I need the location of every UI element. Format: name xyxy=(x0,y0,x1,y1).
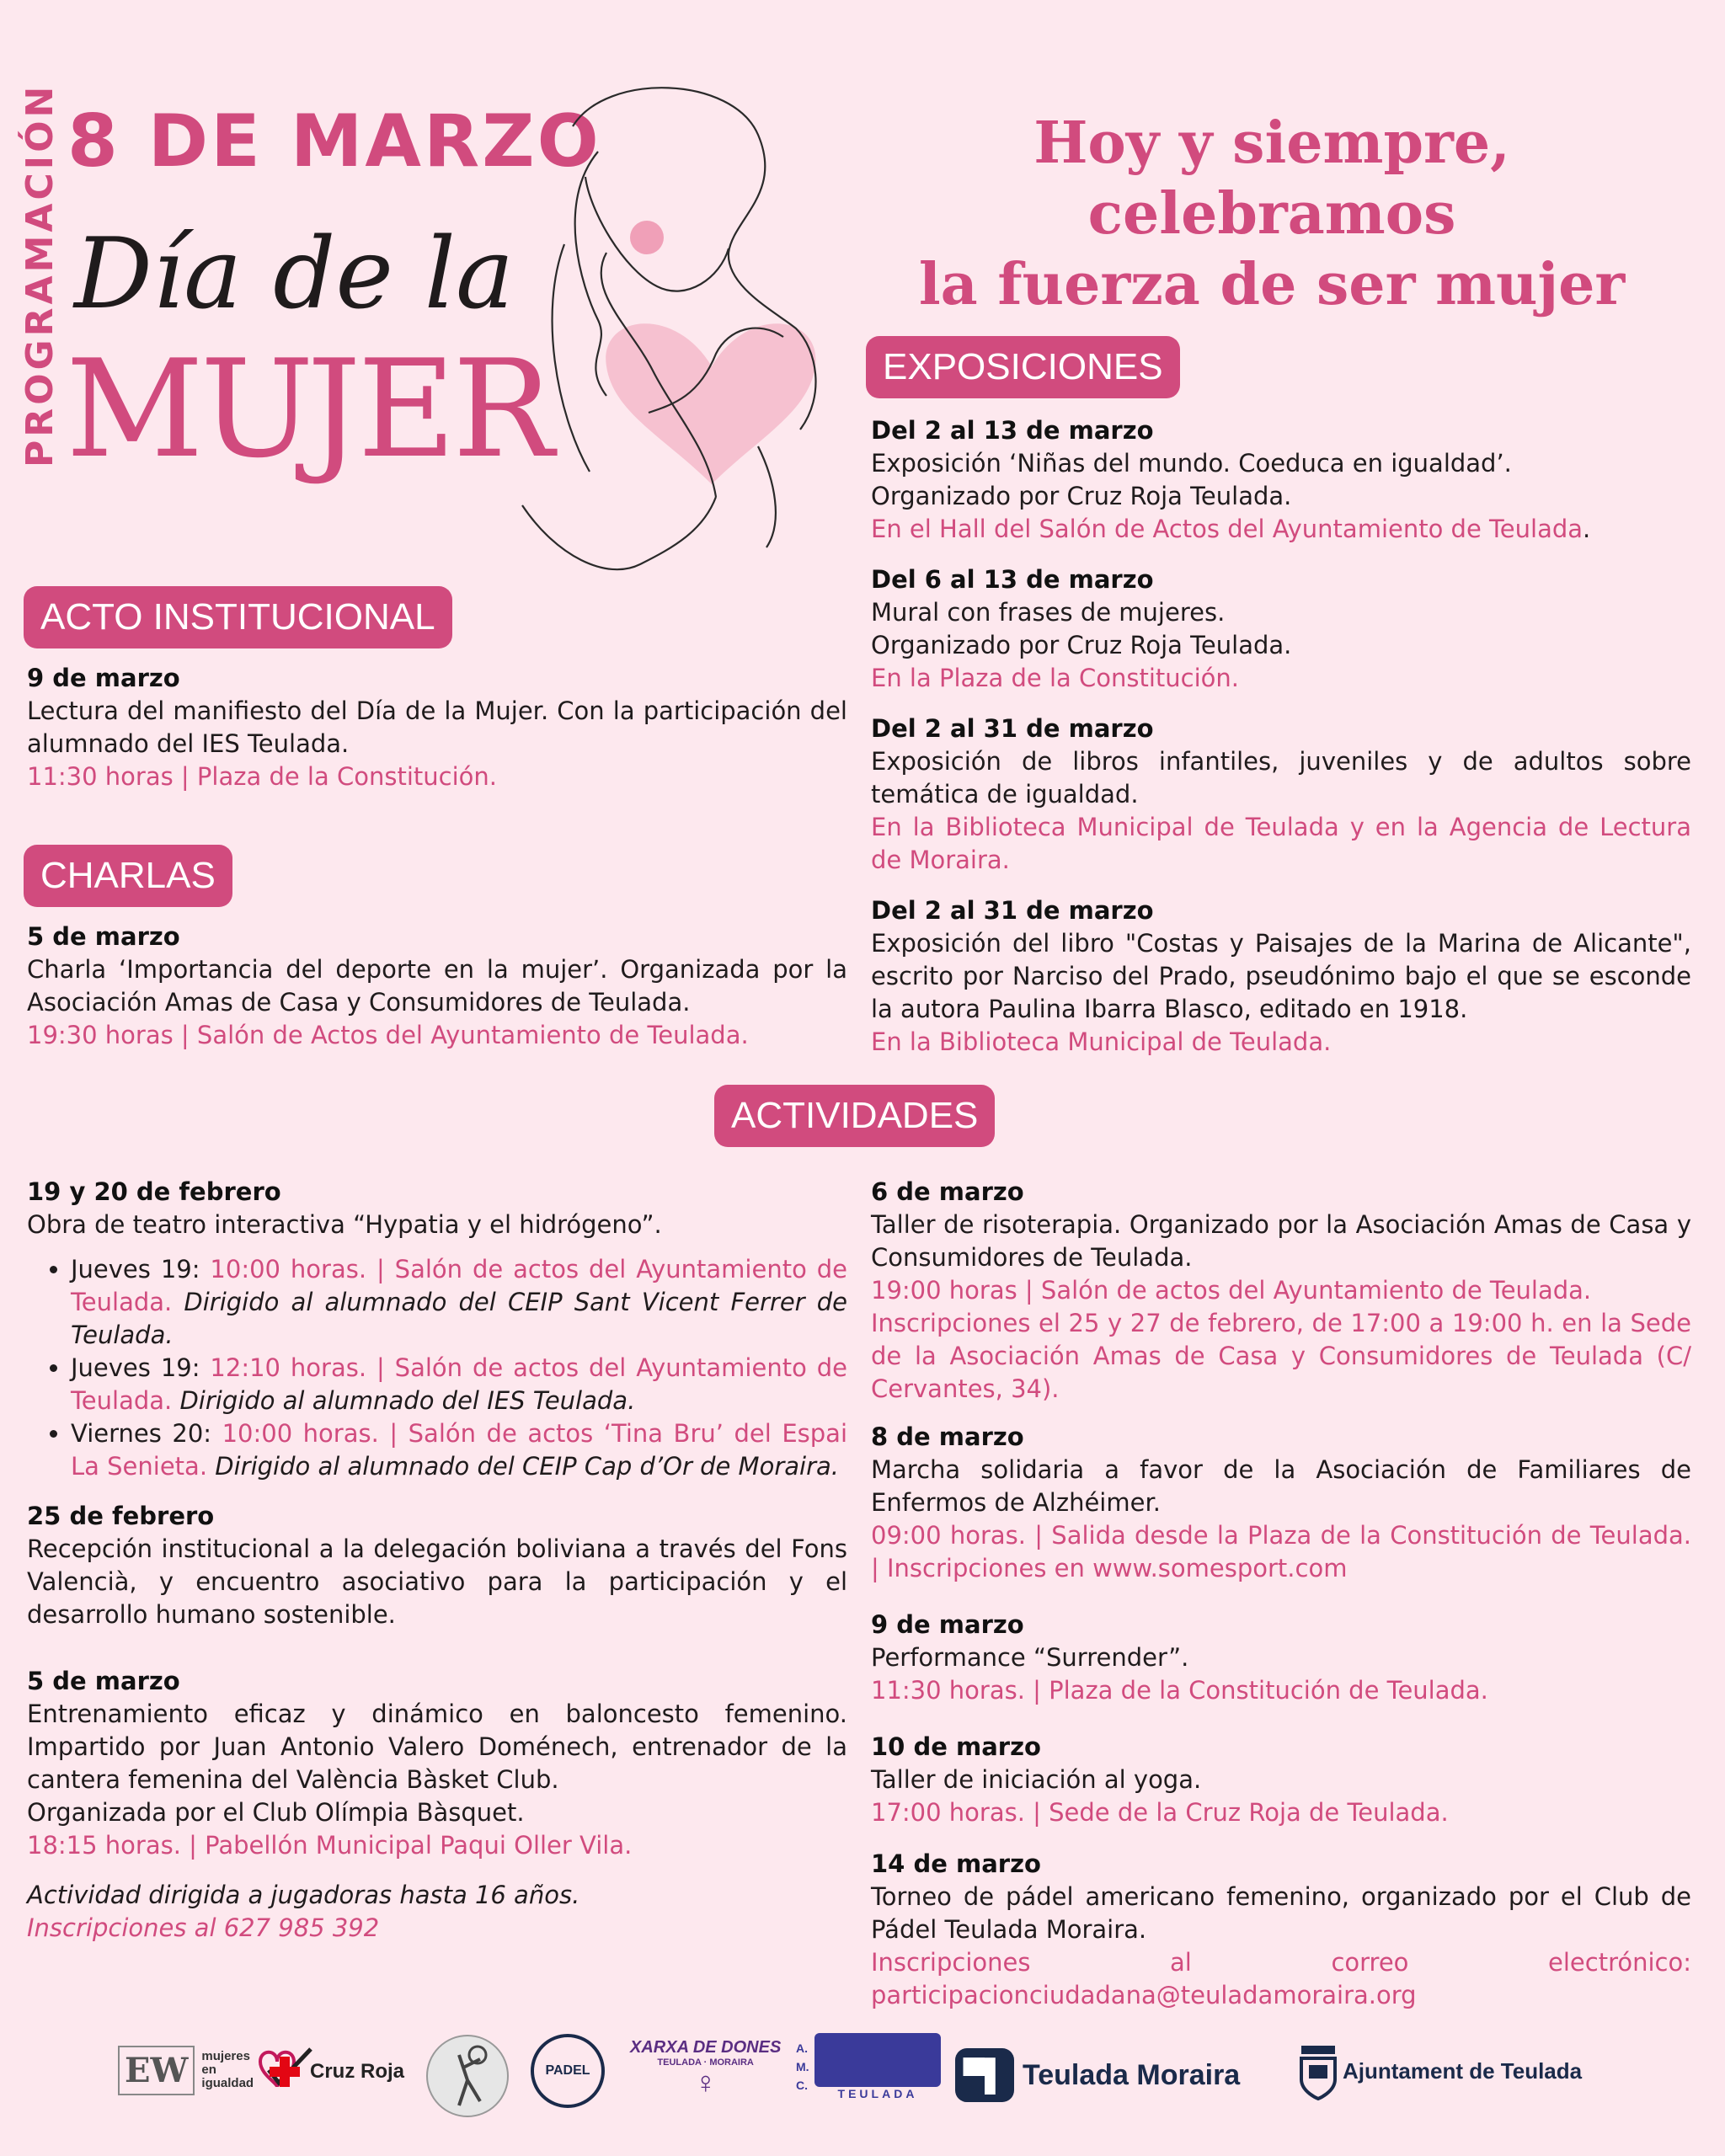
activity-organizer: Organizada por el Club Olímpia Bàsquet. xyxy=(27,1798,525,1827)
exposicion-organizer: Organizado por Cruz Roja Teulada. xyxy=(871,631,1292,659)
actividades-left-column xyxy=(27,1176,847,1945)
activity-item xyxy=(871,1848,1691,2012)
session-audience: Dirigido al alumnado del IES Teulada. xyxy=(172,1386,636,1415)
exposicion-item xyxy=(871,563,1691,695)
session-audience: Dirigido al alumnado del CEIP Sant Vicent Ferrer de Teulada. xyxy=(71,1288,847,1349)
exposicion-place: En la Biblioteca Municipal de Teulada. xyxy=(871,1027,1332,1056)
charlas-block xyxy=(27,921,847,1052)
exposicion-date: Del 2 al 13 de marzo xyxy=(871,416,1154,445)
session-day: Jueves 19: xyxy=(71,1353,211,1382)
slogan-line-1: Hoy y siempre, celebramos xyxy=(1033,109,1510,248)
exposicion-place-tail: . xyxy=(1583,515,1591,543)
activity-extra: Inscripciones el 25 y 27 de febrero, de 17:00 a 19:00 h. en la Sede de la Asociación Amas de Casa y Consumidores de Teulada (C/ Cervantes, 34). xyxy=(871,1309,1691,1403)
acto-institucional-badge: ACTO INSTITUCIONAL xyxy=(24,586,452,648)
amc-teulada-logo xyxy=(796,2033,941,2100)
activity-date: 25 de febrero xyxy=(27,1502,215,1530)
actividades-badge: ACTIVIDADES xyxy=(714,1085,995,1147)
session-place: 12:10 horas. | Salón de actos del Ayuntamiento de Teulada. xyxy=(71,1353,847,1415)
ajuntament-teulada-logo xyxy=(1297,2041,1582,2100)
session-audience: Dirigido al alumnado del CEIP Cap d’Or de Moraira. xyxy=(207,1452,839,1481)
session-item xyxy=(71,1352,847,1417)
exposicion-place: En la Plaza de la Constitución. xyxy=(871,664,1240,692)
teulada-moraira-logo xyxy=(955,2048,1240,2102)
exposicion-date: Del 6 al 13 de marzo xyxy=(871,565,1154,594)
cheek-dot xyxy=(630,221,664,254)
coat-of-arms-icon xyxy=(1297,2041,1339,2100)
exposicion-organizer: Organizado por Cruz Roja Teulada. xyxy=(871,482,1292,510)
sponsor-logos-bar xyxy=(0,2030,1725,2131)
acto-institucional-block xyxy=(27,662,847,793)
session-list xyxy=(27,1253,847,1483)
exposicion-item xyxy=(871,894,1691,1059)
heart-shape xyxy=(606,323,815,484)
exposicion-item xyxy=(871,414,1691,546)
activity-date: 9 de marzo xyxy=(871,1610,1024,1639)
activity-description: Recepción institucional a la delegación boliviana a través del Fons Valencià, y encuentro asociativo para la participación y el desarrollo humano sostenible. xyxy=(27,1534,847,1629)
tm-icon: ▀▌ xyxy=(955,2048,1014,2102)
main-title: MUJER xyxy=(66,330,551,488)
ew-logo-mark: EW xyxy=(118,2046,195,2095)
activity-date: 5 de marzo xyxy=(27,1667,180,1695)
activity-place: Inscripciones al correo electrónico: participacionciudadana@teuladamoraira.org xyxy=(871,1948,1691,2009)
activity-date: 8 de marzo xyxy=(871,1422,1024,1451)
recepcion-activity xyxy=(27,1500,847,1631)
activity-date: 19 y 20 de febrero xyxy=(27,1177,281,1206)
acto-place: 11:30 horas | Plaza de la Constitución. xyxy=(27,762,497,791)
venus-icon: ♀ xyxy=(694,2065,718,2100)
amc-blue-mark xyxy=(814,2033,941,2087)
activity-item xyxy=(871,1421,1691,1585)
charlas-place: 19:30 horas | Salón de Actos del Ayuntamiento de Teulada. xyxy=(27,1021,749,1049)
charlas-description: Charla ‘Importancia del deporte en la mujer’. Organizada por la Asociación Amas de Casa y Consumidores de Teulada. xyxy=(27,955,847,1017)
activity-item xyxy=(871,1176,1691,1406)
activity-place: 18:15 horas. | Pabellón Municipal Paqui Oller Vila. xyxy=(27,1831,633,1860)
hypatia-activity xyxy=(27,1176,847,1483)
mujeres-logo-text: mujeres en igualdad xyxy=(201,2049,254,2090)
session-item xyxy=(71,1253,847,1352)
activity-description: Marcha solidaria a favor de la Asociación de Familiares de Enfermos de Alzhéimer. xyxy=(871,1455,1691,1517)
exposicion-item xyxy=(871,712,1691,877)
activity-place: 11:30 horas. | Plaza de la Constitución de Teulada. xyxy=(871,1676,1488,1705)
woman-line-illustration xyxy=(505,76,868,590)
amc-subtext: TEULADA xyxy=(837,2087,918,2100)
basketball-player-icon xyxy=(425,2030,510,2122)
exposiciones-block xyxy=(871,414,1691,1059)
vertical-programacion-label: PROGRAMACIÓN xyxy=(19,83,61,467)
xarxa-de-dones-logo xyxy=(630,2038,781,2098)
acto-date: 9 de marzo xyxy=(27,664,180,692)
exposicion-description: Exposición de libros infantiles, juveniles y de adultos sobre temática de igualdad. xyxy=(871,747,1691,808)
cruz-roja-text: Cruz Roja xyxy=(310,2060,405,2083)
cruz-roja-logo xyxy=(268,2055,404,2089)
padel-club-logo xyxy=(531,2034,605,2108)
basketball-club-logo xyxy=(425,2030,510,2122)
exposicion-date: Del 2 al 31 de marzo xyxy=(871,896,1154,925)
exposicion-description: Exposición ‘Niñas del mundo. Coeduca en igualdad’. xyxy=(871,449,1512,478)
amc-letters: A. M. C. xyxy=(796,2041,809,2092)
activity-date: 10 de marzo xyxy=(871,1732,1041,1761)
session-place: 10:00 horas. | Salón de actos del Ayuntamiento de Teulada. xyxy=(71,1255,847,1316)
activity-inscripciones: Inscripciones al 627 985 392 xyxy=(27,1913,380,1942)
session-day: Viernes 20: xyxy=(71,1419,222,1448)
charlas-date: 5 de marzo xyxy=(27,922,180,951)
script-title: Día de la xyxy=(74,217,515,331)
charlas-badge: CHARLAS xyxy=(24,845,232,907)
session-place: 10:00 horas. | Salón de actos ‘Tina Bru’ del Espai La Senieta. xyxy=(71,1419,848,1481)
baloncesto-activity xyxy=(27,1665,847,1945)
exposiciones-badge: EXPOSICIONES xyxy=(866,336,1180,398)
exposicion-place: En el Hall del Salón de Actos del Ayuntamiento de Teulada xyxy=(871,515,1583,543)
acto-description: Lectura del manifiesto del Día de la Mujer. Con la participación del alumnado del IES Teulada. xyxy=(27,696,847,758)
slogan-line-2: la fuerza de ser mujer xyxy=(918,251,1626,318)
session-day: Jueves 19: xyxy=(71,1255,211,1283)
ajuntament-text: Ajuntament de Teulada xyxy=(1343,2057,1583,2084)
activity-description: Performance “Surrender”. xyxy=(871,1643,1189,1672)
activity-description: Taller de iniciación al yoga. xyxy=(871,1765,1202,1794)
exposicion-description: Exposición del libro "Costas y Paisajes de la Marina de Alicante", escrito por Narciso del Prado, pseudónimo bajo el que se esconde la autora Paulina Ibarra Blasco, editado en 1918. xyxy=(871,929,1691,1023)
activity-description: Entrenamiento eficaz y dinámico en baloncesto femenino. Impartido por Juan Antonio Valero Doménech, entrenador de la cantera femenina del València Bàsket Club. xyxy=(27,1700,847,1794)
exposicion-description: Mural con frases de mujeres. xyxy=(871,598,1226,627)
xarxa-text: XARXA DE DONES xyxy=(630,2038,782,2057)
session-item xyxy=(71,1417,847,1483)
activity-date: 6 de marzo xyxy=(871,1177,1024,1206)
exposicion-place: En la Biblioteca Municipal de Teulada y en la Agencia de Lectura de Moraira. xyxy=(871,813,1691,874)
activity-note: Actividad dirigida a jugadoras hasta 16 años. xyxy=(27,1881,580,1909)
activity-item xyxy=(871,1609,1691,1707)
activity-description: Obra de teatro interactiva “Hypatia y el hidrógeno”. xyxy=(27,1210,662,1239)
red-cross-icon xyxy=(268,2055,302,2089)
activity-place: 19:00 horas | Salón de actos del Ayuntamiento de Teulada. xyxy=(871,1276,1592,1305)
event-date-title: 8 DE MARZO xyxy=(67,99,601,184)
padel-text: PADEL xyxy=(531,2034,605,2108)
activity-item xyxy=(871,1731,1691,1829)
xarxa-subtext: TEULADA · MORAIRA xyxy=(657,2057,754,2068)
activity-place: 09:00 horas. | Salida desde la Plaza de la Constitución de Teulada. | Inscripciones en www.somesport.com xyxy=(871,1521,1691,1582)
activity-description: Torneo de pádel americano femenino, organizado por el Club de Pádel Teulada Moraira. xyxy=(871,1882,1691,1944)
actividades-right-column xyxy=(871,1176,1691,2012)
teulada-moraira-text: Teulada Moraira xyxy=(1023,2058,1241,2091)
exposicion-date: Del 2 al 31 de marzo xyxy=(871,714,1154,743)
activity-place: 17:00 horas. | Sede de la Cruz Roja de Teulada. xyxy=(871,1798,1449,1827)
slogan xyxy=(859,108,1685,320)
activity-description: Taller de risoterapia. Organizado por la Asociación Amas de Casa y Consumidores de Teulada. xyxy=(871,1210,1691,1272)
activity-date: 14 de marzo xyxy=(871,1849,1041,1878)
